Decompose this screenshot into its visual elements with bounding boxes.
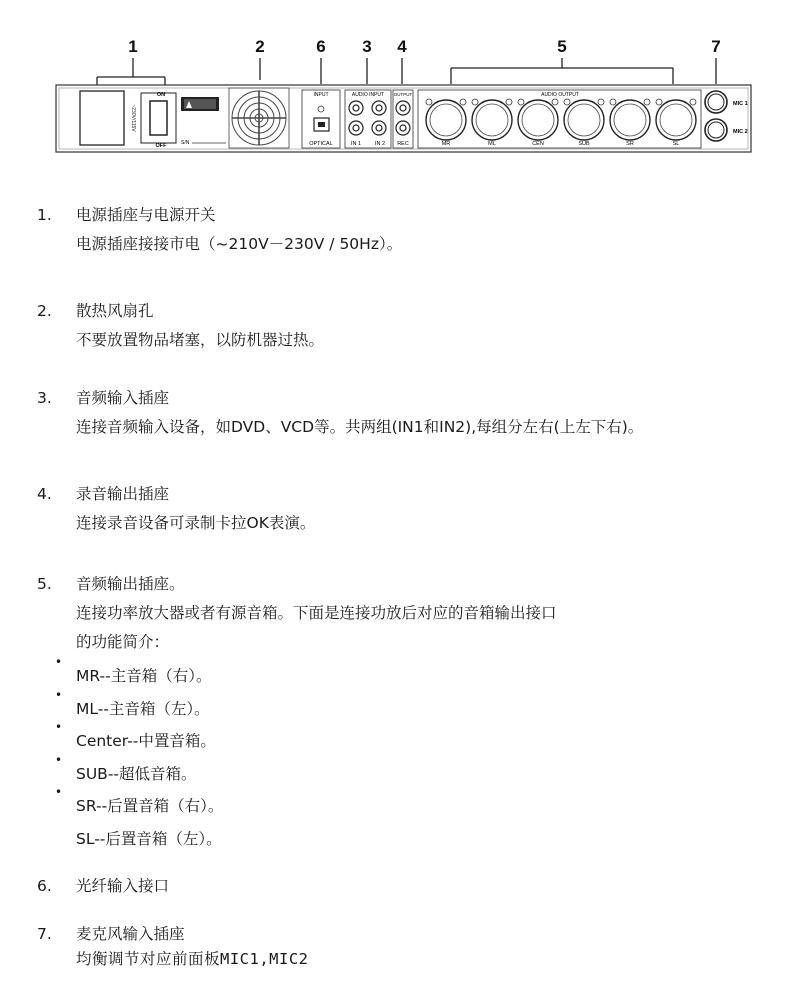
optical-label: OPTICAL: [309, 141, 333, 147]
section-title: 音频输出插座。: [76, 575, 185, 593]
section-description: 均衡调节对应前面板MIC1,MIC2: [76, 950, 309, 968]
xlr-output-mr: [426, 99, 466, 140]
output-sr-label: SR: [626, 141, 634, 147]
callout-7: 7: [711, 37, 721, 56]
leader-5: [451, 58, 673, 84]
bullet-dot-icon: •: [55, 720, 63, 734]
mic2-label: MIC 2: [733, 129, 748, 135]
rec-output-block: [393, 90, 413, 148]
input-label: INPUT: [313, 92, 329, 98]
section-number: 5.: [37, 575, 52, 593]
audio-input-label: AUDIO INPUT: [351, 92, 385, 98]
callout-2: 2: [255, 37, 265, 56]
section-number: 7.: [37, 925, 52, 943]
section-description: 连接功率放大器或者有源音箱。下面是连接功放后对应的音箱输出接口: [76, 604, 557, 622]
output-mr-label: MR: [441, 141, 451, 147]
in1-label: IN 1: [350, 141, 362, 147]
section-title: 电源插座与电源开关: [76, 206, 216, 224]
output-label: OUTPUT: [393, 92, 413, 97]
callout-3: 3: [362, 37, 372, 56]
power-off-label: OFF: [155, 143, 167, 149]
callout-1: 1: [128, 37, 138, 56]
output-sub-label: SUB: [578, 141, 590, 147]
callout-4: 4: [397, 37, 407, 56]
output-ml-label: ML: [488, 141, 496, 147]
audio-output-label: AUDIO OUTPUT: [541, 92, 579, 98]
section-title: 麦克风输入插座: [76, 925, 185, 943]
xlr-output-sr: [610, 99, 650, 140]
section-number: 2.: [37, 302, 52, 320]
bullet-dot-icon: •: [55, 687, 63, 702]
callout-5: 5: [557, 37, 567, 56]
rear-panel-diagram: [0, 0, 790, 170]
xlr-output-sub: [564, 99, 604, 140]
voltage-label: ~230V/115V: [130, 104, 136, 132]
section-title: 音频输入插座: [76, 389, 170, 407]
output-sl-label: SL: [672, 141, 680, 147]
section-number: 4.: [37, 485, 52, 503]
output-cen-label: CEN: [532, 141, 544, 147]
mic1-label: MIC 1: [733, 101, 748, 107]
in2-label: IN 2: [374, 141, 386, 147]
rec-label: REC: [397, 141, 409, 147]
bullet-dot-icon: •: [55, 752, 63, 767]
audio-input-block: [345, 90, 391, 148]
section-title: 录音输出插座: [76, 485, 170, 503]
xlr-output-ml: [472, 99, 512, 140]
bullet-dot-icon: •: [55, 785, 63, 799]
section-description: 电源插座接接市电（~210V－230V / 50Hz）。: [76, 235, 403, 253]
power-socket: [80, 91, 124, 145]
bullet-dot-icon: •: [55, 655, 63, 669]
section-description-continued: 的功能简介：: [76, 633, 170, 651]
section-description: 连接录音设备可录制卡拉OK表演。: [76, 514, 316, 532]
callout-6: 6: [316, 37, 326, 56]
xlr-output-cen: [518, 99, 558, 140]
section-number: 3.: [37, 389, 52, 407]
power-on-label: ON: [156, 92, 166, 98]
section-number: 1.: [37, 206, 52, 224]
section-description: 连接音频输入设备，如DVD、VCD等。共两组(IN1和IN2),每组分左右(上左下右)。: [76, 418, 644, 436]
serial-label: S/N: [181, 140, 190, 146]
section-description: 不要放置物品堵塞，以防机器过热。: [76, 331, 325, 349]
section-number: 6.: [37, 877, 52, 895]
section-title: 散热风扇孔: [76, 302, 154, 320]
section-title: 光纤输入接口: [76, 877, 170, 895]
power-switch: [150, 101, 167, 135]
xlr-output-sl: [656, 99, 696, 140]
